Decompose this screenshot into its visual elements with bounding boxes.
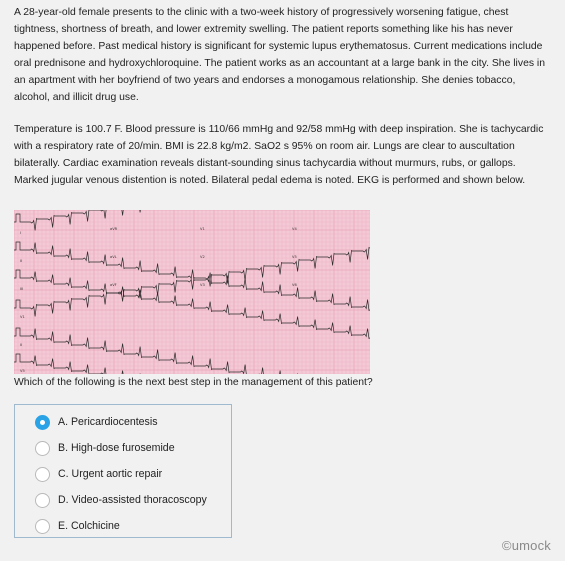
radio-button[interactable] xyxy=(35,519,50,534)
ekg-lead-label: II xyxy=(20,259,23,263)
option-d[interactable] xyxy=(15,489,231,511)
ekg-lead-label: V3 xyxy=(200,283,205,287)
ekg-lead-label: V4 xyxy=(292,227,297,231)
case-paragraph-exam: Temperature is 100.7 F. Blood pressure is 110/66 mmHg and 92/58 mmHg with deep inspiration. She is tachycardic with a respiratory rate of 20/min. BMI is 22.8 kg/m2. SaO2 s 95% on room air. Lungs are clear to auscultation bilaterally. Cardiac examination reveals distant-sounding sinus tachycardia without murmurs, rubs, or gallops. Marked jugular venous distention is noted. Bilateral pedal edema is noted. EKG is performed and shown below. xyxy=(14,124,544,186)
question-stem: Which of the following is the next best step in the management of this patient? xyxy=(14,377,373,388)
case-paragraph-history: A 28-year-old female presents to the clinic with a two-week history of progressively worsening fatigue, chest tightness, shortness of breath, and lower extremity swelling. The patient reports something like his has never happened before. Past medical history is significant for systemic lupus erythematosus. Current medications include oral prednisone and hydroxychloroquine. The patient works as an accountant at a large bank in the city. She lives in an apartment with her boyfriend of two years and endorses a monogamous relationship. She denies tobacco, alcohol, and illicit drug use. xyxy=(14,7,546,103)
ekg-lead-label: V2 xyxy=(200,255,205,259)
option-c[interactable] xyxy=(15,463,231,485)
ekg-lead-label: V5 xyxy=(20,369,25,373)
ekg-trace xyxy=(14,270,370,339)
ekg-trace xyxy=(14,328,370,374)
umock-logo: ©umock xyxy=(501,538,551,553)
ekg-lead-label: aVL xyxy=(110,255,117,259)
ekg-image xyxy=(14,210,370,374)
radio-button-selected[interactable] xyxy=(35,415,50,430)
option-label: E. Colchicine xyxy=(58,520,120,532)
ekg-lead-label: I xyxy=(20,231,22,235)
ekg-lead-label: V6 xyxy=(292,283,297,287)
radio-button[interactable] xyxy=(35,467,50,482)
option-b[interactable] xyxy=(15,437,231,459)
ekg-lead-label: V1 xyxy=(20,315,25,319)
ekg-lead-label: V5 xyxy=(292,255,297,259)
ekg-lead-label: III xyxy=(20,287,24,291)
option-label: A. Pericardiocentesis xyxy=(58,416,158,428)
answer-options xyxy=(14,404,232,538)
radio-button[interactable] xyxy=(35,441,50,456)
ekg-lead-label: aVF xyxy=(110,283,117,287)
ekg-tracing xyxy=(14,210,370,374)
ekg-lead-label: II xyxy=(20,343,23,347)
ekg-trace xyxy=(14,210,370,231)
radio-button[interactable] xyxy=(35,493,50,508)
ekg-grid xyxy=(14,210,370,374)
ekg-trace xyxy=(14,354,370,374)
ekg-lead-label: V1 xyxy=(200,227,205,231)
option-label: D. Video-assisted thoracoscopy xyxy=(58,494,207,506)
option-e[interactable] xyxy=(15,515,231,537)
ekg-lead-label: aVR xyxy=(110,227,118,231)
option-label: C. Urgent aortic repair xyxy=(58,468,163,480)
option-a[interactable] xyxy=(15,411,231,433)
option-label: B. High-dose furosemide xyxy=(58,442,175,454)
